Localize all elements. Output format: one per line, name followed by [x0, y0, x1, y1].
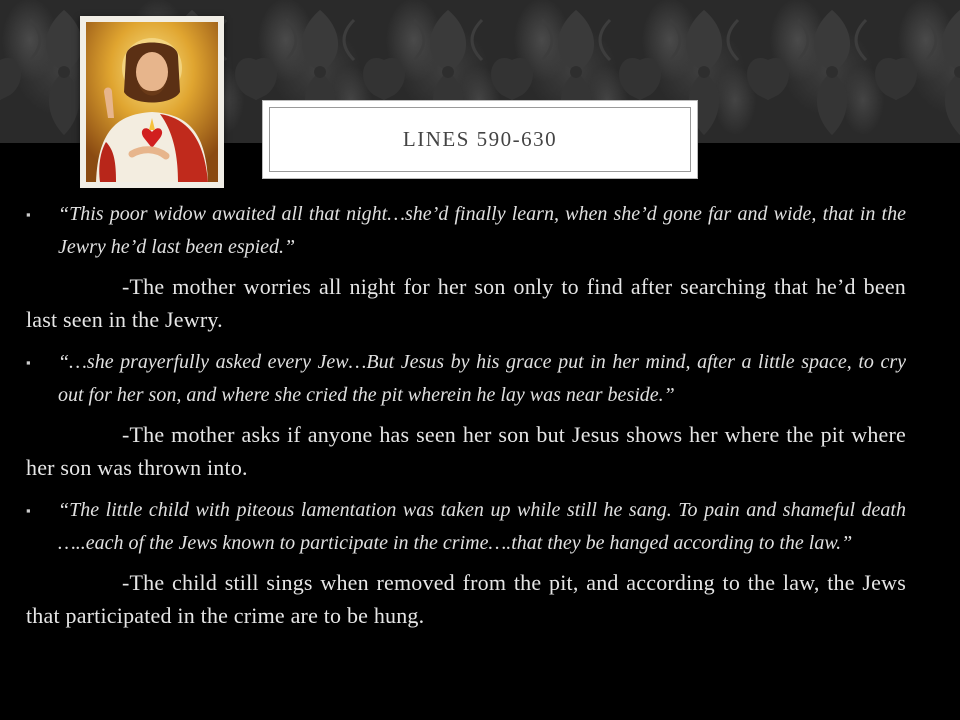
bullet-icon: ▪ [26, 207, 31, 222]
quote-item [26, 346, 906, 412]
slide-content [26, 198, 906, 642]
title-box [262, 100, 698, 179]
paraphrase-text: -The mother worries all night for her son only to find after searching that he’d been last seen in the Jewry. [26, 274, 906, 332]
bullet-icon: ▪ [26, 503, 31, 518]
quote-text: “…she prayerfully asked every Jew…But Jesus by his grace put in her mind, after a little space, to cry out for her son, and where she cried the pit wherein he lay was near beside.” [58, 351, 906, 406]
quote-text: “This poor widow awaited all that night…she’d finally learn, when she’d gone far and wide, that in the Jewry he’d last been espied.” [58, 203, 906, 258]
slide-title: LINES 590-630 [402, 127, 558, 151]
quote-text: “The little child with piteous lamentation was taken up while still he sang. To pain and shameful death …..each of the Jews known to participate in the crime….that they be hanged according to the law.” [58, 499, 906, 554]
jesus-portrait [80, 16, 224, 188]
paraphrase-text: -The mother asks if anyone has seen her son but Jesus shows her where the pit where her son was thrown into. [26, 422, 906, 480]
paraphrase-text: -The child still sings when removed from the pit, and according to the law, the Jews that participated in the crime are to be hung. [26, 570, 906, 628]
portrait-image [86, 22, 218, 182]
bullet-icon: ▪ [26, 355, 31, 370]
title-inner-border [269, 107, 691, 172]
quote-item [26, 198, 906, 264]
quote-item [26, 494, 906, 560]
